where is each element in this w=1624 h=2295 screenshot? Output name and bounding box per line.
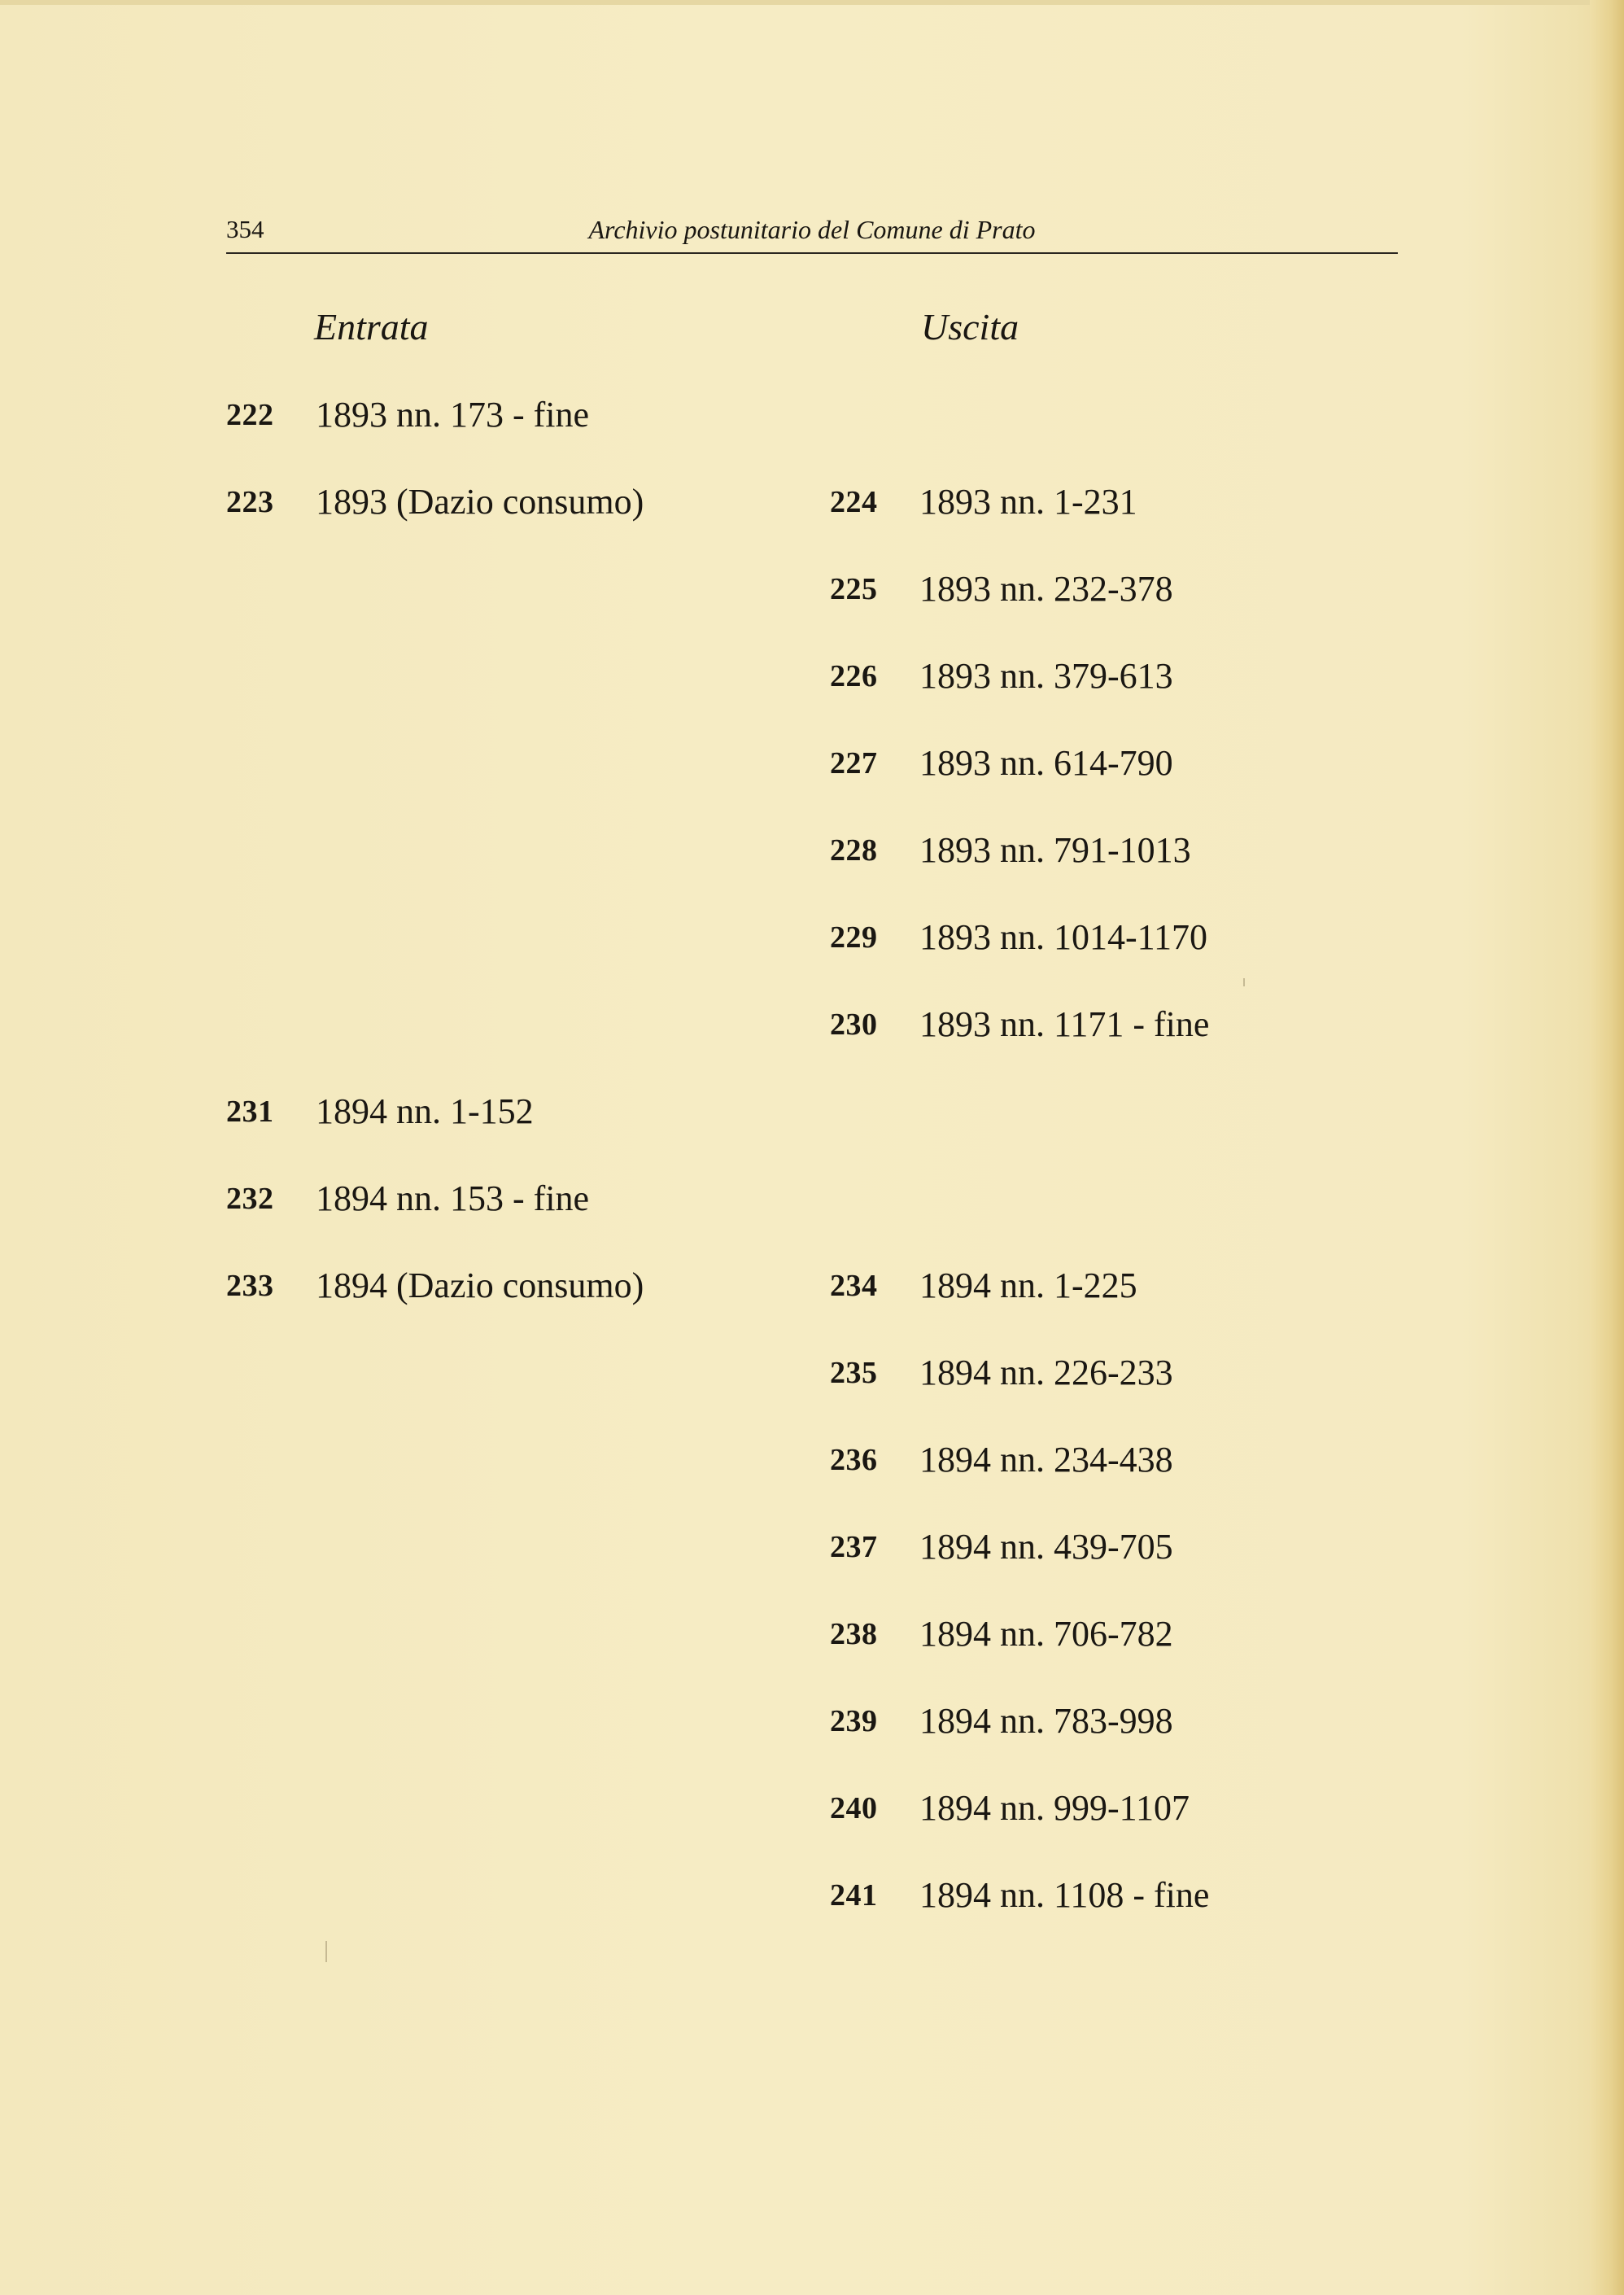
entry-left-text: 1894 (Dazio consumo) <box>316 1266 644 1305</box>
page-binding-edge <box>1590 0 1624 2295</box>
entry-row <box>0 737 1624 789</box>
paper-blemish <box>1243 978 1245 986</box>
entry-row <box>0 1869 1624 1921</box>
entry-row <box>0 1434 1624 1486</box>
entry-left-text: 1894 nn. 153 - fine <box>316 1178 590 1218</box>
entry-row <box>0 1086 1624 1138</box>
entry-left-text: 1893 (Dazio consumo) <box>316 482 644 522</box>
entry-right-text: 1894 nn. 999-1107 <box>919 1788 1190 1828</box>
entry-right-number: 230 <box>830 1008 878 1042</box>
entry-right-number: 240 <box>830 1791 878 1825</box>
entry-right-number: 236 <box>830 1443 878 1477</box>
entry-right-text: 1894 nn. 439-705 <box>919 1527 1173 1567</box>
paper-blemish <box>325 1941 327 1962</box>
entry-row <box>0 1782 1624 1834</box>
entry-right-number: 241 <box>830 1878 878 1912</box>
entry-right-number: 225 <box>830 572 878 606</box>
entry-row <box>0 650 1624 702</box>
entry-right-text: 1894 nn. 226-233 <box>919 1353 1173 1392</box>
entry-row <box>0 1521 1624 1573</box>
entry-row <box>0 563 1624 615</box>
page-number: 354 <box>226 215 264 243</box>
entry-right-number: 239 <box>830 1704 878 1738</box>
entry-row <box>0 1608 1624 1660</box>
entry-right-text: 1893 nn. 1014-1170 <box>919 917 1208 957</box>
entry-right-text: 1893 nn. 614-790 <box>919 743 1173 783</box>
entry-right-number: 227 <box>830 746 878 780</box>
entry-right-number: 235 <box>830 1356 878 1390</box>
entry-right-text: 1894 nn. 783-998 <box>919 1701 1173 1741</box>
entry-row <box>0 1347 1624 1399</box>
entry-right-text: 1894 nn. 1-225 <box>919 1266 1137 1305</box>
entry-right-text: 1894 nn. 234-438 <box>919 1440 1173 1480</box>
entry-left-number: 223 <box>226 485 274 519</box>
page-header <box>226 213 1398 254</box>
entry-row <box>0 1173 1624 1225</box>
entry-left-number: 232 <box>226 1182 274 1216</box>
entry-row <box>0 999 1624 1051</box>
entry-right-number: 229 <box>830 920 878 955</box>
entry-right-text: 1893 nn. 1171 - fine <box>919 1004 1210 1044</box>
entry-right-text: 1893 nn. 1-231 <box>919 482 1137 522</box>
entry-row <box>0 1695 1624 1747</box>
entry-row <box>0 911 1624 964</box>
entry-right-text: 1894 nn. 706-782 <box>919 1614 1173 1654</box>
entry-right-number: 238 <box>830 1617 878 1651</box>
entry-right-text: 1893 nn. 379-613 <box>919 656 1173 696</box>
entry-right-number: 228 <box>830 833 878 868</box>
running-title: Archivio postunitario del Comune di Prato <box>588 215 1036 244</box>
entry-left-text: 1893 nn. 173 - fine <box>316 395 590 435</box>
entry-row <box>0 476 1624 528</box>
entry-right-number: 226 <box>830 659 878 693</box>
entry-right-text: 1894 nn. 1108 - fine <box>919 1875 1210 1915</box>
entry-right-number: 234 <box>830 1269 878 1303</box>
entry-row <box>0 1260 1624 1312</box>
entry-right-text: 1893 nn. 791-1013 <box>919 830 1191 870</box>
entry-left-number: 222 <box>226 398 274 432</box>
entry-left-number: 231 <box>226 1095 274 1129</box>
entry-row <box>0 389 1624 441</box>
entry-right-number: 237 <box>830 1530 878 1564</box>
entry-right-number: 224 <box>830 485 878 519</box>
entry-right-text: 1893 nn. 232-378 <box>919 569 1173 609</box>
column-heading-uscita: Uscita <box>921 306 1019 348</box>
entry-left-text: 1894 nn. 1-152 <box>316 1091 534 1131</box>
page-top-edge <box>0 0 1624 5</box>
entry-row <box>0 824 1624 876</box>
column-heading-entrata: Entrata <box>314 306 429 348</box>
entry-left-number: 233 <box>226 1269 274 1303</box>
